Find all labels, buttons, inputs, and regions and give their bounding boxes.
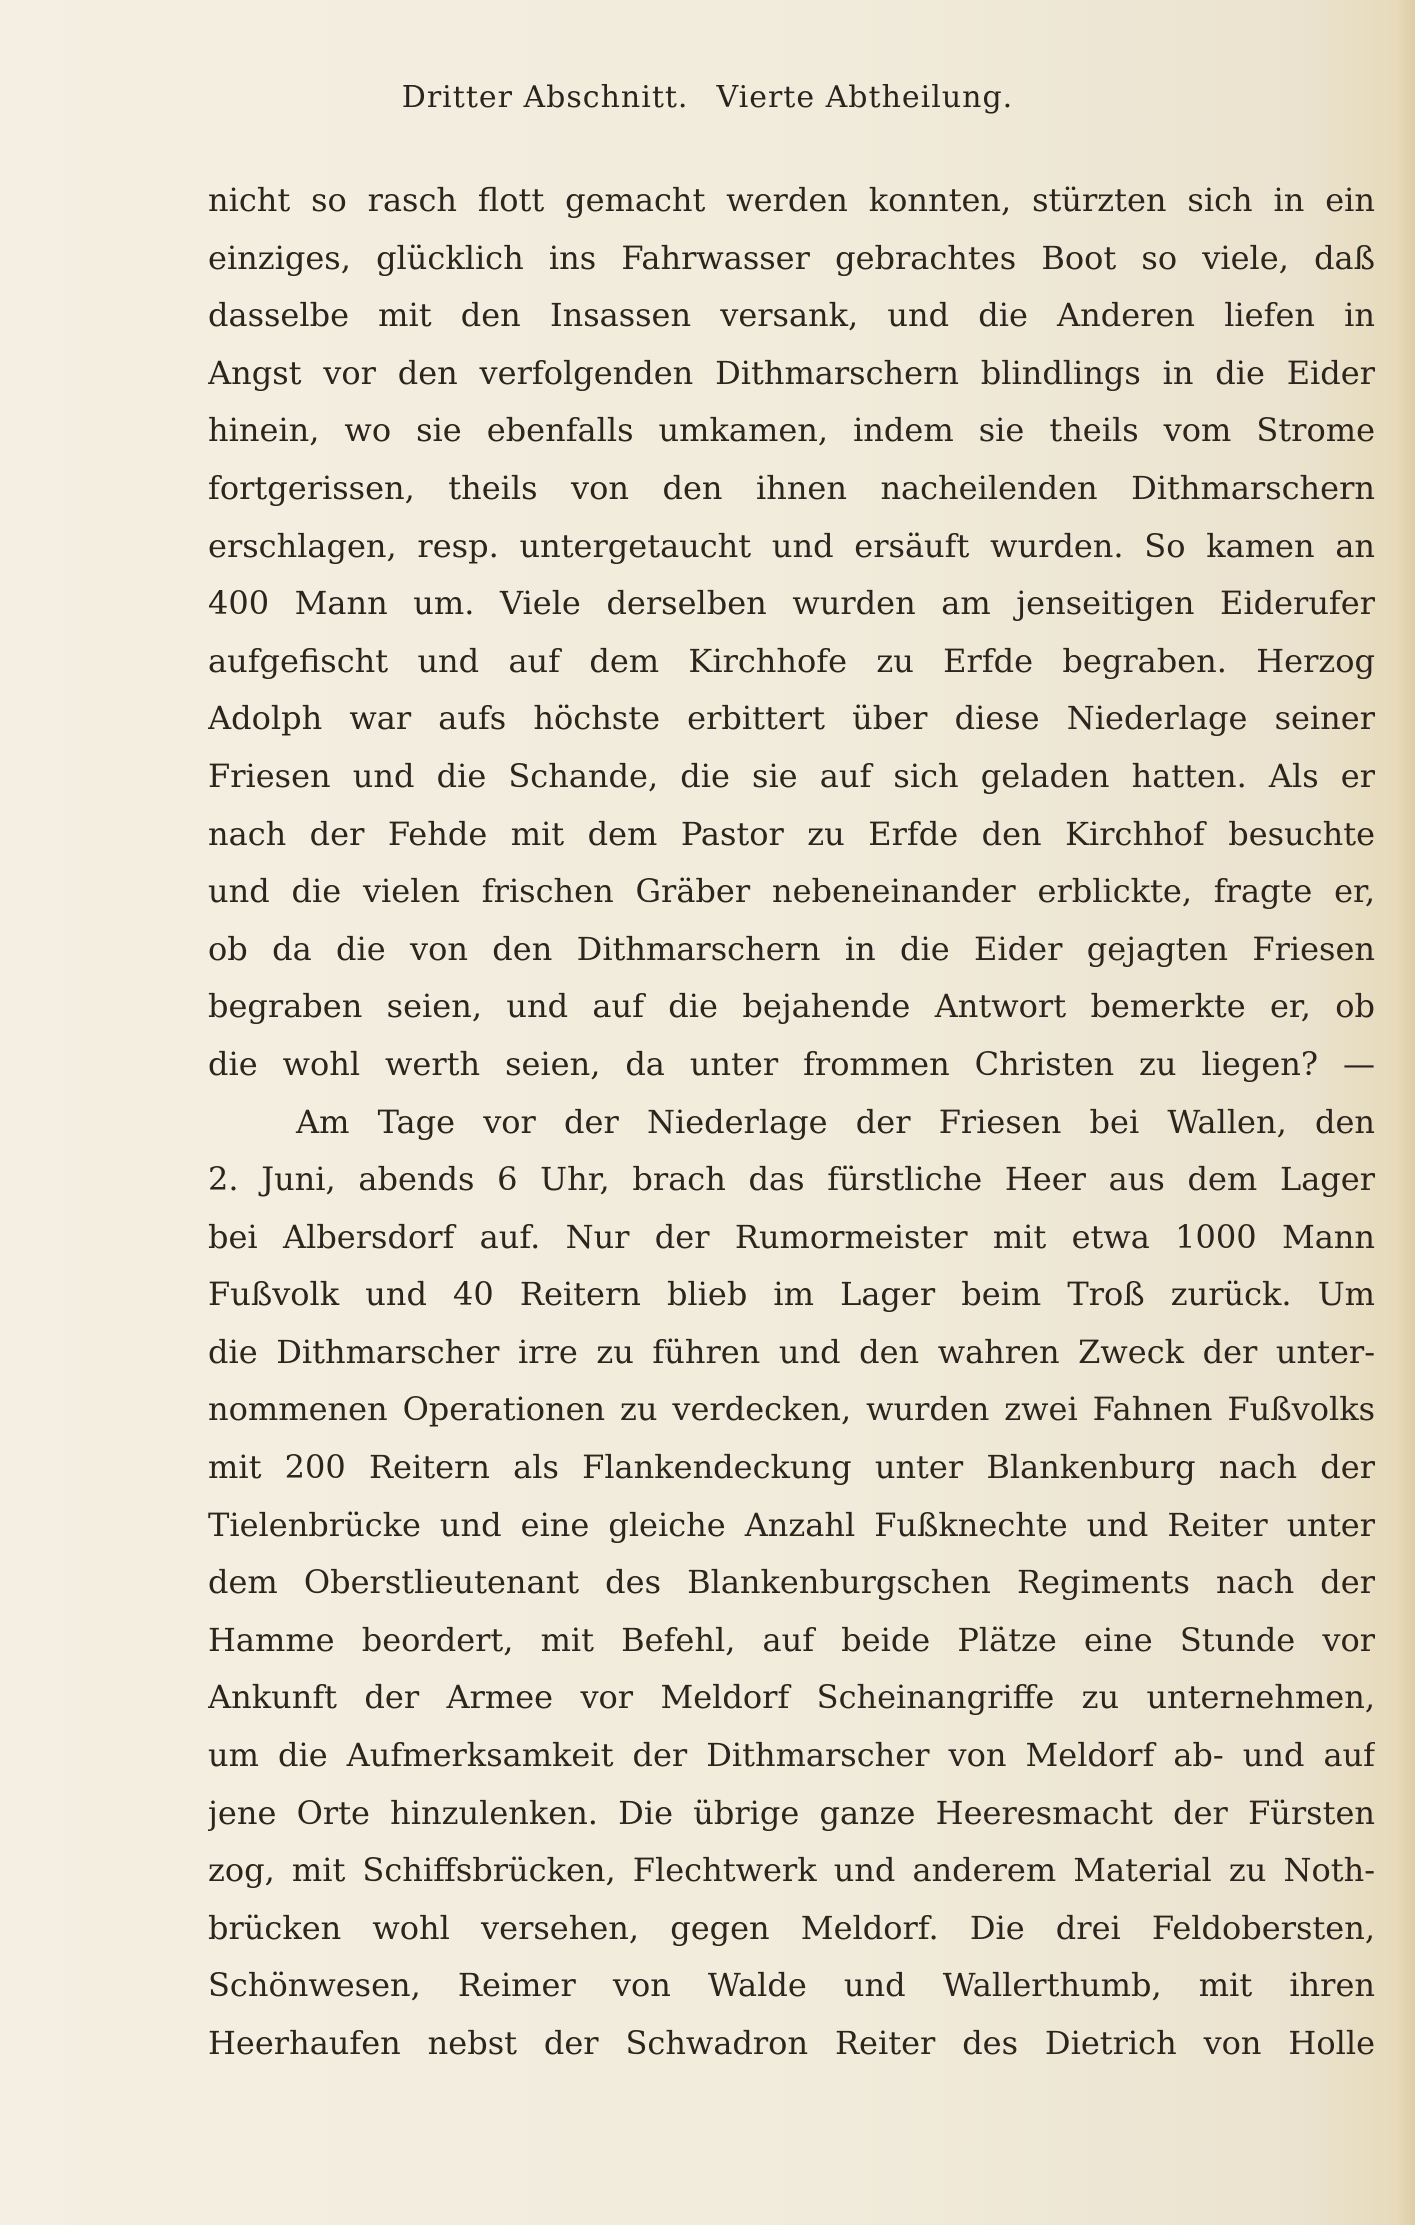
text-line: bei Albersdorf auf. Nur der Rumormeister mit etwa 1000 Mann [208, 1217, 1375, 1256]
text-line: die Dithmarscher irre zu führen und den wahren Zweck der unter- [208, 1332, 1375, 1371]
text-line: dasselbe mit den Insassen versank, und die Anderen liefen in [208, 296, 1375, 335]
text-line: Schönwesen, Reimer von Walde und Wallerthumb, mit ihren [208, 1966, 1375, 2005]
text-line: nommenen Operationen zu verdecken, wurden zwei Fahnen Fußvolks [208, 1390, 1375, 1429]
text-line: Heerhaufen nebst der Schwadron Reiter des Dietrich von Holle [208, 2024, 1375, 2062]
text-line: dem Oberstlieutenant des Blankenburgschen Regiments nach der [208, 1563, 1375, 1602]
text-line: zog, mit Schiffsbrücken, Flechtwerk und anderem Material zu Noth- [208, 1851, 1375, 1890]
text-line: Angst vor den verfolgenden Dithmarschern blindlings in die Eider [208, 353, 1375, 392]
paragraph-first-line: Am Tage vor der Niederlage der Friesen bei Wallen, den [296, 1102, 1375, 1141]
text-line: um die Aufmerksamkeit der Dithmarscher von Meldorf ab- und auf [208, 1736, 1375, 1775]
text-line: mit 200 Reitern als Flankendeckung unter Blankenburg nach der [208, 1448, 1375, 1487]
text-line: Adolph war aufs höchste erbittert über diese Niederlage seiner [208, 699, 1375, 738]
text-line: Friesen und die Schande, die sie auf sich geladen hatten. Als er [208, 756, 1375, 795]
text-line: aufgefischt und auf dem Kirchhofe zu Erfde begraben. Herzog [208, 641, 1375, 680]
text-line: Ankunft der Armee vor Meldorf Scheinangriffe zu unternehmen, [208, 1678, 1375, 1717]
header-part: Dritter Abschnitt. [401, 80, 689, 115]
text-line: brücken wohl versehen, gegen Meldorf. Die drei Feldobersten, [208, 1908, 1375, 1947]
text-line: begraben seien, und auf die bejahende Antwort bemerkte er, ob [208, 987, 1375, 1026]
text-line: 2. Juni, abends 6 Uhr, brach das fürstliche Heer aus dem Lager [208, 1160, 1375, 1199]
text-line: Tielenbrücke und eine gleiche Anzahl Fußknechte und Reiter unter [208, 1505, 1375, 1544]
text-line: erschlagen, resp. untergetaucht und ersäuft wurden. So kamen an [208, 526, 1375, 565]
text-line: fortgerissen, theils von den ihnen nacheilenden Dithmarschern [208, 468, 1375, 507]
running-header [0, 80, 1415, 115]
text-line: ob da die von den Dithmarschern in die Eider gejagten Friesen [208, 929, 1375, 968]
text-line: 400 Mann um. Viele derselben wurden am jenseitigen Eiderufer [208, 584, 1375, 623]
text-line: Hamme beordert, mit Befehl, auf beide Plätze eine Stunde vor [208, 1620, 1375, 1659]
text-line: jene Orte hinzulenken. Die übrige ganze Heeresmacht der Fürsten [208, 1793, 1375, 1832]
text-line: Fußvolk und 40 Reitern blieb im Lager beim Troß zurück. Um [208, 1275, 1375, 1314]
text-line: und die vielen frischen Gräber nebeneinander erblickte, fragte er, [208, 872, 1375, 911]
text-line: die wohl werth seien, da unter frommen Christen zu liegen? — [208, 1044, 1375, 1083]
text-line: nach der Fehde mit dem Pastor zu Erfde den Kirchhof besuchte [208, 814, 1375, 853]
body-text [208, 172, 1375, 2073]
text-line: einziges, glücklich ins Fahrwasser gebrachtes Boot so viele, daß [208, 238, 1375, 277]
header-division: Vierte Abtheilung. [716, 80, 1014, 115]
text-line: hinein, wo sie ebenfalls umkamen, indem sie theils vom Strome [208, 411, 1375, 450]
page-edge-shadow [1397, 0, 1415, 2225]
text-line: nicht so rasch flott gemacht werden konnten, stürzten sich in ein [208, 181, 1375, 219]
